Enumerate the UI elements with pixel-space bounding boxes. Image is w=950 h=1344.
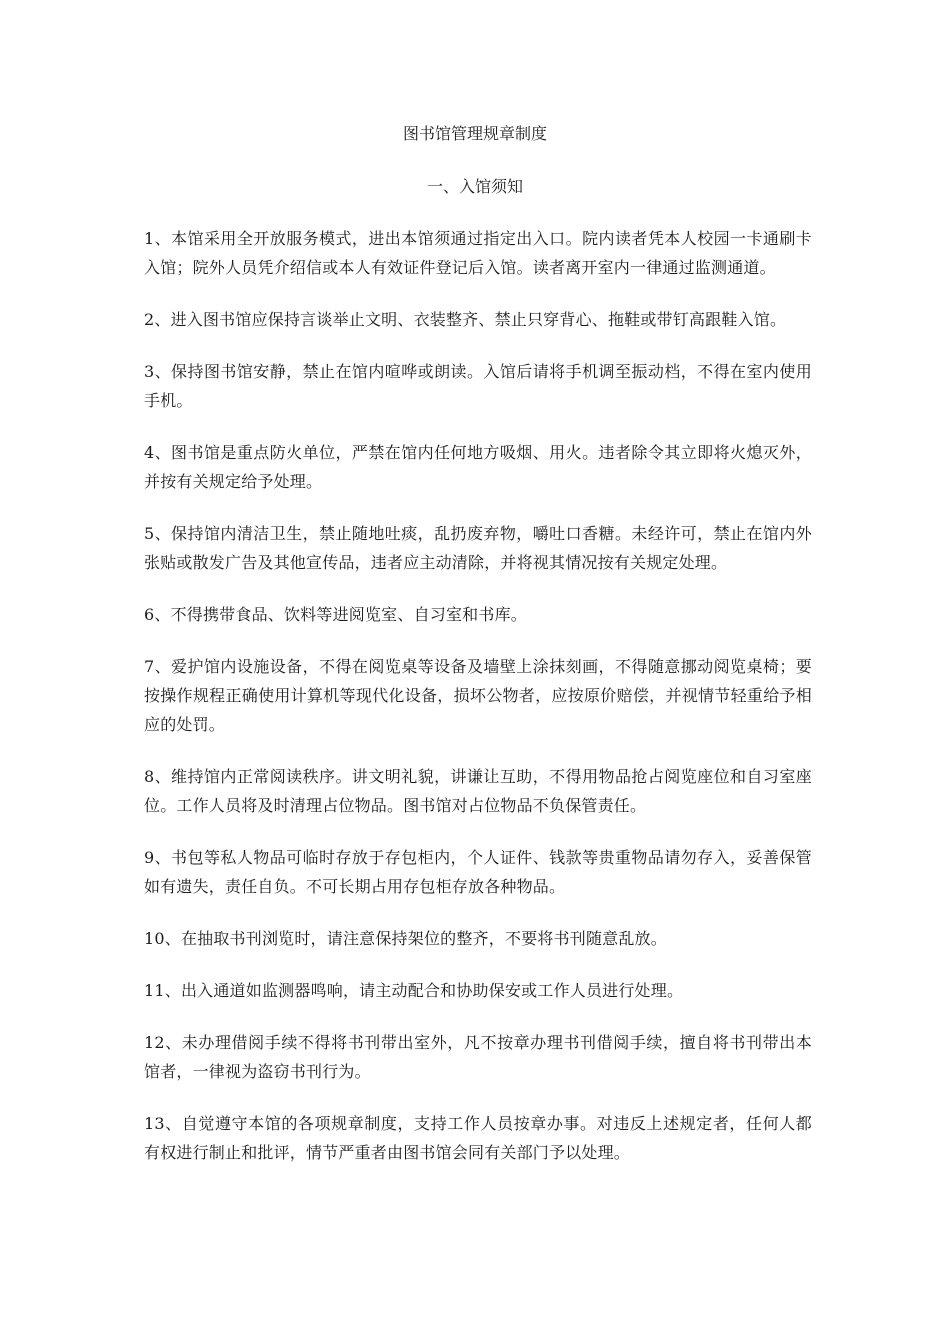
rule-item: 12、未办理借阅手续不得将书刊带出室外，凡不按章办理书刊借阅手续，擅自将书刊带出本馆者，一律视为盗窃书刊行为。 xyxy=(144,1033,812,1081)
rule-item: 13、自觉遵守本馆的各项规章制度，支持工作人员按章办事。对违反上述规定者，任何人都有权进行制止和批评，情节严重者由图书馆会同有关部门予以处理。 xyxy=(144,1114,812,1162)
rule-item: 9、书包等私人物品可临时存放于存包柜内，个人证件、钱款等贵重物品请勿存入，妥善保管如有遗失，责任自负。不可长期占用存包柜存放各种物品。 xyxy=(144,848,812,896)
document-title: 图书馆管理规章制度 xyxy=(402,124,547,143)
rule-item: 11、出入通道如监测器鸣响，请主动配合和协助保安或工作人员进行处理。 xyxy=(144,981,684,1000)
rule-item: 5、保持馆内清洁卫生，禁止随地吐痰，乱扔废弃物，嚼吐口香糖。未经许可，禁止在馆内外张贴或散发广告及其他宣传品，违者应主动清除，并将视其情况按有关规定处理。 xyxy=(144,524,812,572)
rule-item: 4、图书馆是重点防火单位，严禁在馆内任何地方吸烟、用火。违者除令其立即将火熄灭外，并按有关规定给予处理。 xyxy=(144,443,812,491)
rule-item: 8、维持馆内正常阅读秩序。讲文明礼貌，讲谦让互助，不得用物品抢占阅览座位和自习室座位。工作人员将及时清理占位物品。图书馆对占位物品不负保管责任。 xyxy=(144,767,812,815)
rules-list xyxy=(144,224,812,1190)
rule-item: 7、爱护馆内设施设备，不得在阅览桌等设备及墙壁上涂抹刻画，不得随意挪动阅览桌椅；要按操作规程正确使用计算机等现代化设备，损坏公物者，应按原价赔偿，并视情节轻重给予相应的处罚。 xyxy=(144,657,812,734)
rule-item: 6、不得携带食品、饮料等进阅览室、自习室和书库。 xyxy=(144,605,527,624)
rule-item: 3、保持图书馆安静，禁止在馆内喧哗或朗读。入馆后请将手机调至振动档，不得在室内使用手机。 xyxy=(144,362,812,410)
rule-item: 10、在抽取书刊浏览时，请注意保持架位的整齐，不要将书刊随意乱放。 xyxy=(144,929,667,948)
rule-item: 1、本馆采用全开放服务模式，进出本馆须通过指定出入口。院内读者凭本人校园一卡通刷卡入馆；院外人员凭介绍信或本人有效证件登记后入馆。读者离开室内一律通过监测通道。 xyxy=(144,229,812,277)
section-heading: 一、入馆须知 xyxy=(426,177,523,196)
rule-item: 2、进入图书馆应保持言谈举止文明、衣装整齐、禁止只穿背心、拖鞋或带钉高跟鞋入馆。 xyxy=(144,310,787,329)
